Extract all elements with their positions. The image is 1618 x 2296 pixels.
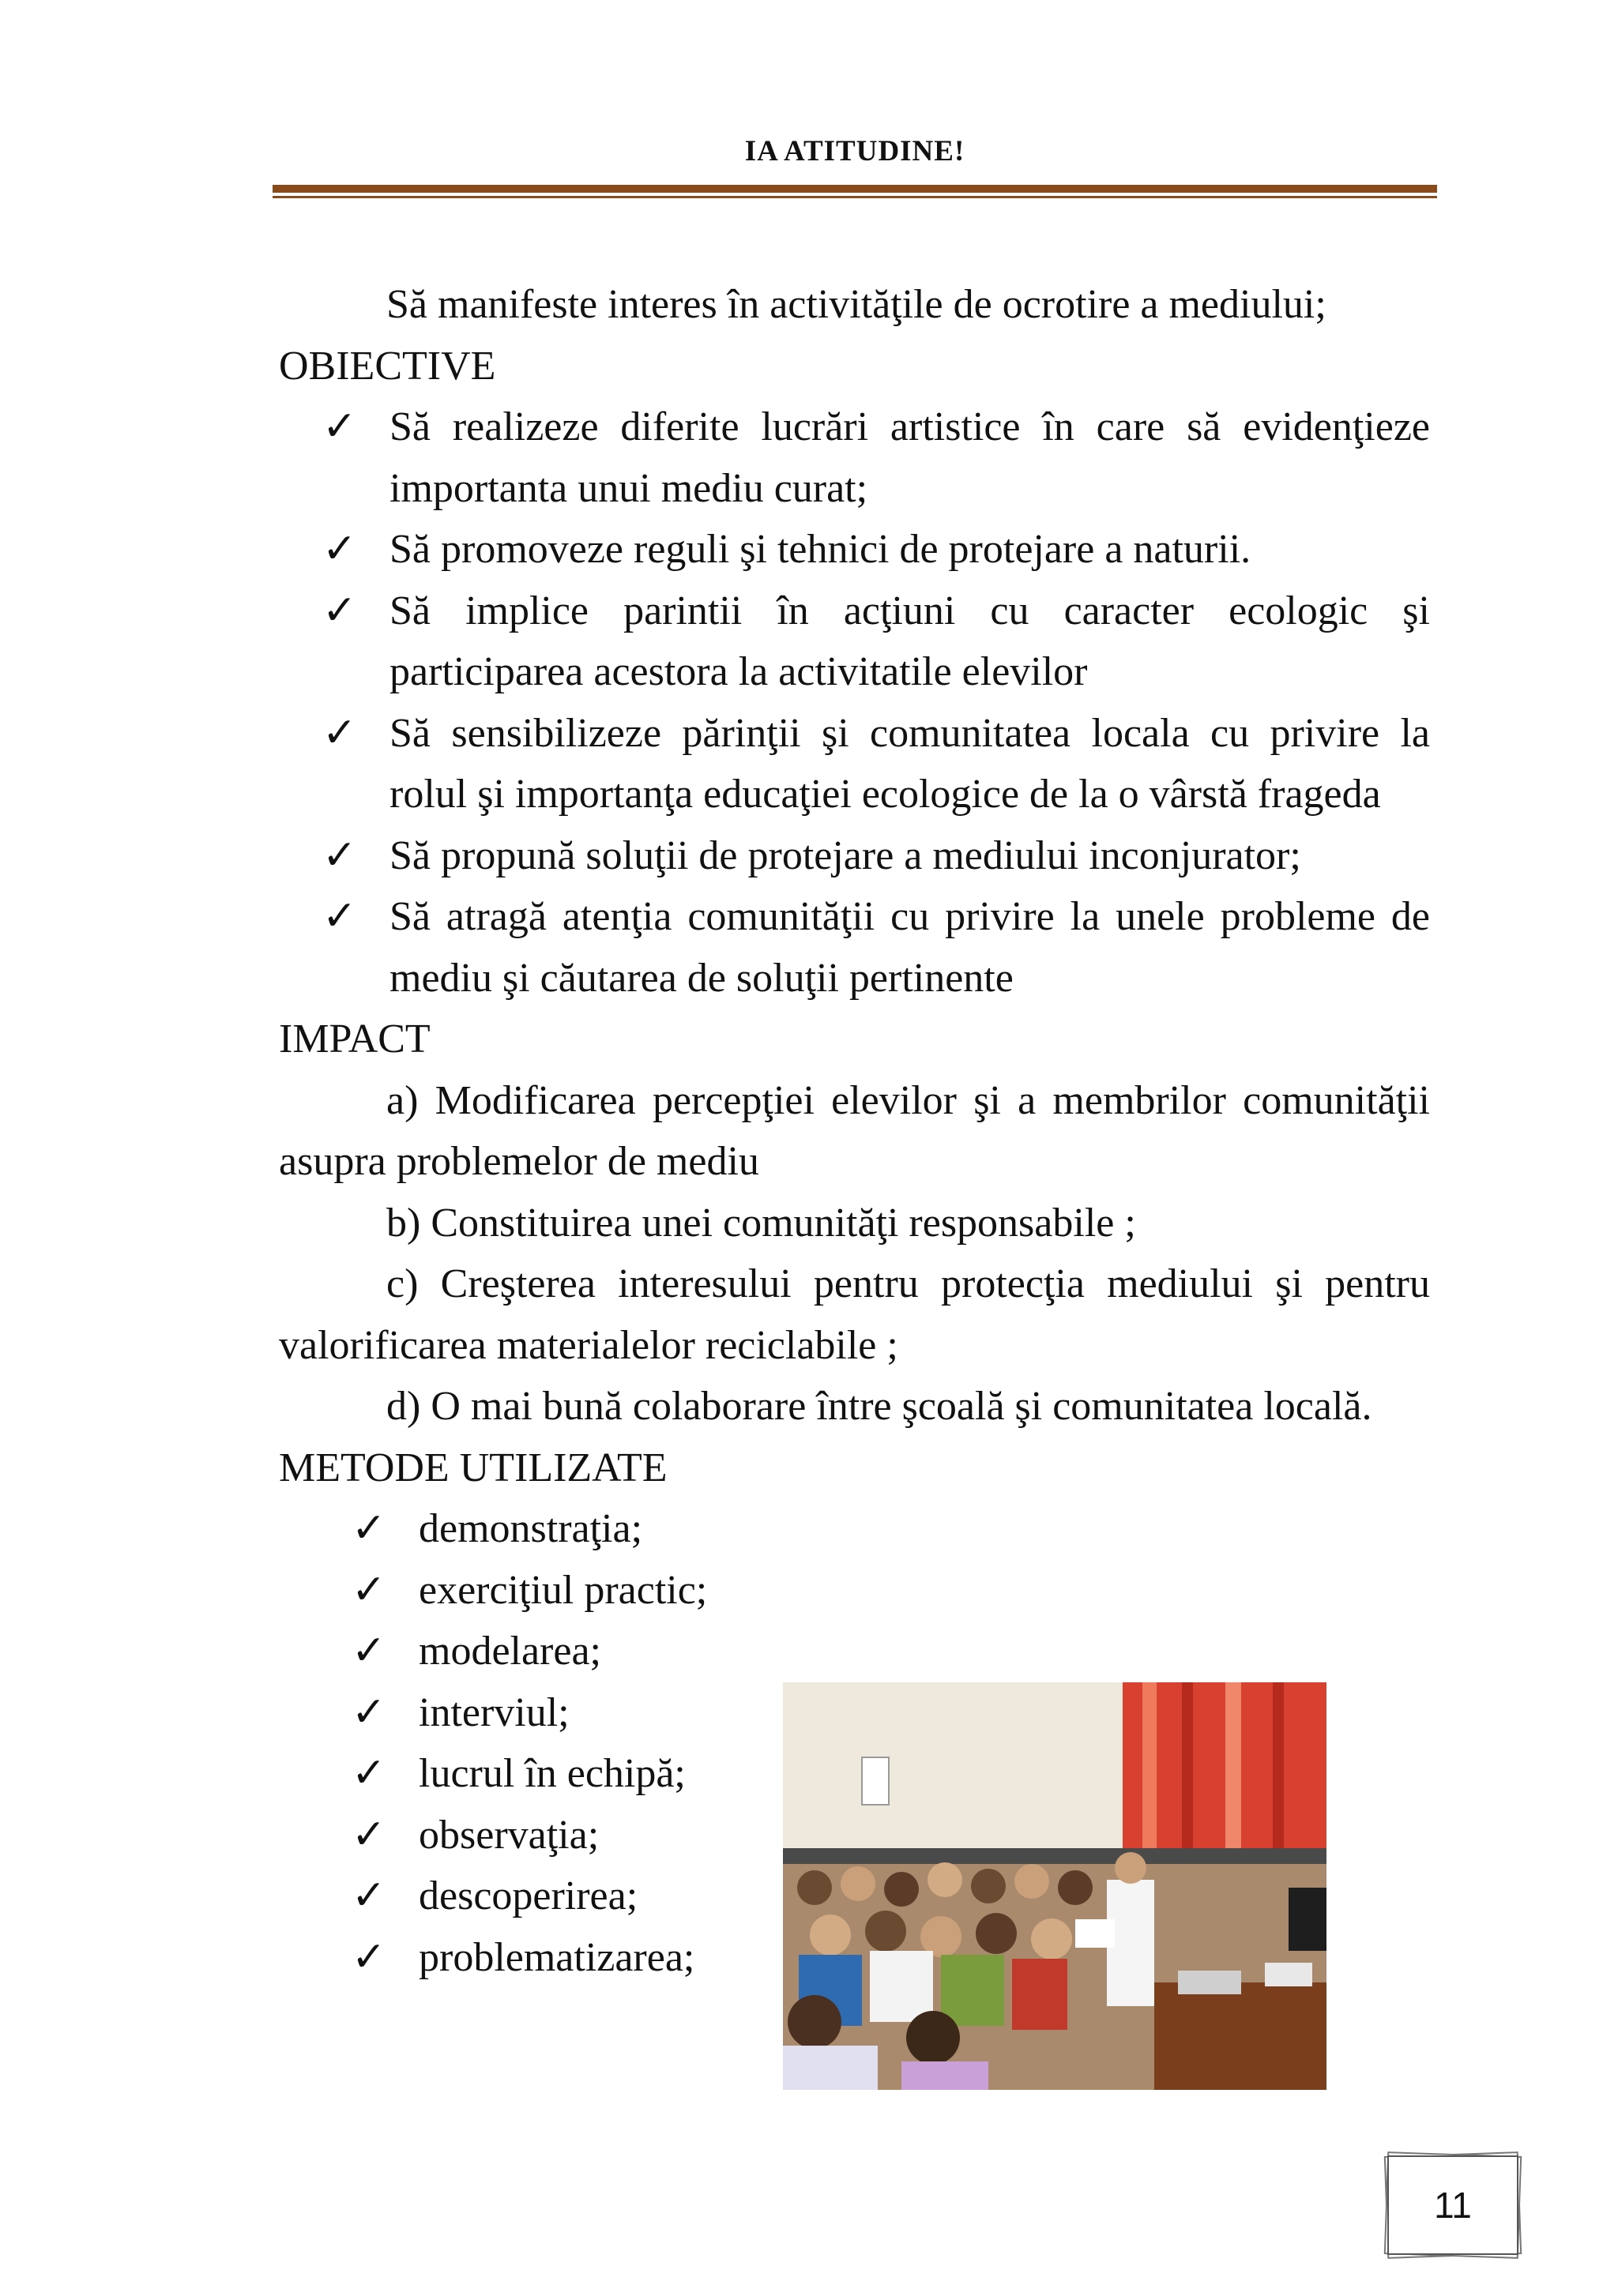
checkmark-icon: ✓	[352, 1689, 386, 1735]
checkmark-icon: ✓	[352, 1567, 386, 1613]
page-number-box	[1381, 2147, 1525, 2264]
checkmark-icon: ✓	[322, 894, 357, 939]
impact-item: b) Constituirea unei comunităţi responsabile ;	[386, 1200, 1136, 1246]
method-text: exerciţiul practic;	[419, 1567, 708, 1613]
method-item	[279, 1560, 1430, 1621]
checkmark-icon: ✓	[322, 527, 357, 572]
method-text: modelarea;	[419, 1629, 601, 1674]
objective-item	[279, 396, 1430, 519]
objective-text: Să sensibilizeze părinţii şi comunitatea locala cu privire la rolul şi importanţa educaţiei ecologice de la o vârstă frageda	[389, 710, 1430, 817]
objective-text: Să implice parintii în acţiuni cu caracter ecologic şi participarea acestora la activitatile elevilor	[389, 588, 1430, 694]
classroom-photo	[783, 1682, 1326, 2090]
checkmark-icon: ✓	[352, 1934, 386, 1980]
objective-item	[279, 581, 1430, 703]
method-text: problematizarea;	[419, 1934, 695, 1980]
checkmark-icon: ✓	[322, 404, 357, 449]
method-text: interviul;	[419, 1689, 570, 1735]
objective-text: Să atragă atenţia comunităţii cu privire la unele probleme de mediu şi căutarea de soluţii pertinente	[389, 894, 1430, 1001]
checkmark-icon: ✓	[322, 832, 357, 878]
objective-text: Să propună soluţii de protejare a mediului inconjurator;	[389, 832, 1301, 878]
objectives-heading: OBIECTIVE	[279, 343, 496, 389]
objective-item	[279, 519, 1430, 581]
checkmark-icon: ✓	[352, 1506, 386, 1551]
header-rule-thick	[273, 185, 1437, 193]
impact-heading: IMPACT	[279, 1016, 431, 1062]
method-text: descoperirea;	[419, 1873, 638, 1918]
classroom-photo-illustration	[783, 1682, 1326, 2090]
impact-item: a) Modificarea percepţiei elevilor şi a membrilor comunităţii asupra problemelor de mediu	[279, 1077, 1430, 1184]
objective-text: Să promoveze reguli şi tehnici de protejare a naturii.	[389, 527, 1251, 572]
impact-item: d) O mai bună colaborare între şcoală şi comunitatea locală.	[386, 1384, 1372, 1429]
objective-text: Să realizeze diferite lucrări artistice în care să evidenţieze importanta unui mediu curat;	[389, 404, 1430, 511]
page-header-title: IA ATITUDINE!	[744, 135, 965, 167]
methods-heading: METODE UTILIZATE	[279, 1445, 668, 1490]
objective-item	[279, 703, 1430, 825]
checkmark-icon: ✓	[322, 588, 357, 633]
page-number: 11	[1434, 2185, 1472, 2226]
objectives-list	[279, 396, 1430, 1009]
method-item	[279, 1498, 1430, 1560]
checkmark-icon: ✓	[352, 1751, 386, 1796]
checkmark-icon: ✓	[352, 1812, 386, 1858]
objective-item	[279, 825, 1430, 887]
header-rule-thin	[273, 196, 1437, 198]
method-item	[279, 1621, 1430, 1682]
method-text: demonstraţia;	[419, 1506, 643, 1551]
intro-paragraph: Să manifeste interes în activităţile de ocrotire a mediului;	[386, 282, 1326, 327]
checkmark-icon: ✓	[352, 1629, 386, 1674]
method-text: lucrul în echipă;	[419, 1751, 686, 1796]
checkmark-icon: ✓	[352, 1873, 386, 1918]
checkmark-icon: ✓	[322, 710, 357, 756]
method-text: observaţia;	[419, 1812, 600, 1858]
impact-item: c) Creşterea interesului pentru protecţia mediului şi pentru valorificarea materialelor reciclabile ;	[279, 1261, 1430, 1368]
objective-item	[279, 886, 1430, 1009]
